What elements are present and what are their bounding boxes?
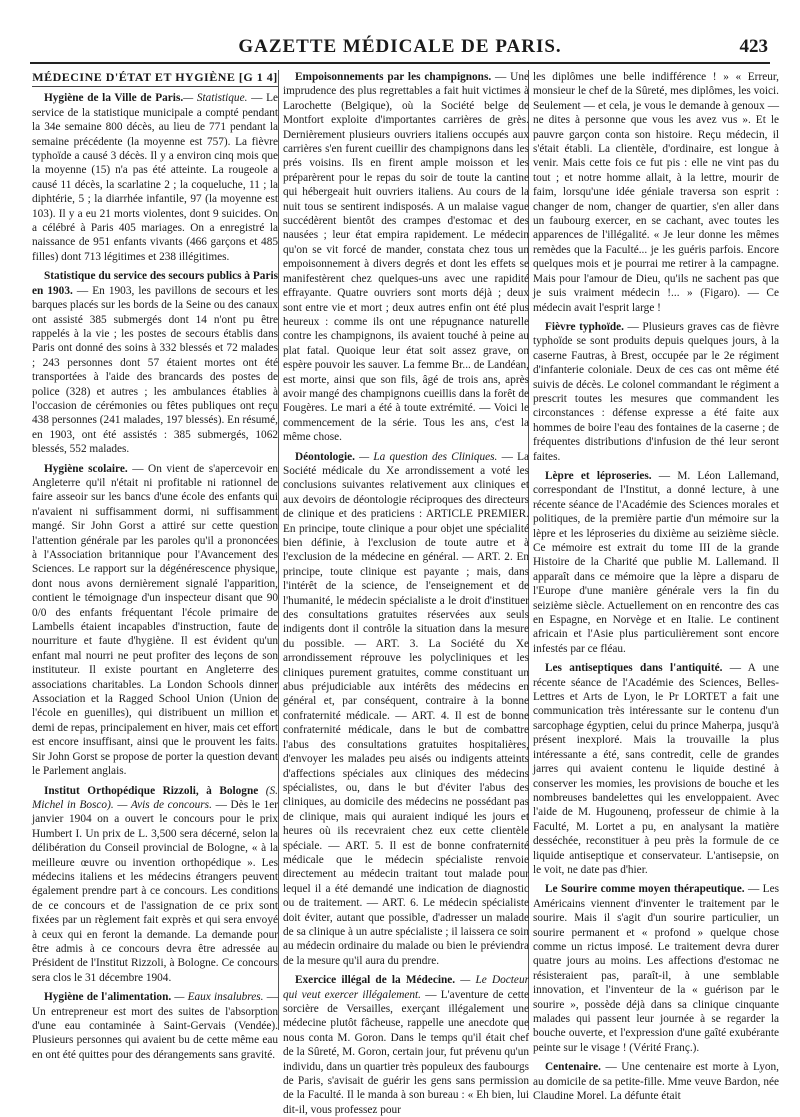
- article-body: — On vient de s'apercevoir en Angleterre qu'il n'était ni profitable ni rationnel de faire asseoir sur les bancs d'une école des enfants qui n'avaient ni suffisamment dormi, ni suffisamment mangé. Sir John Gorst a attiré sur cette question l'attention générale par les paroles qu'il a prononcées à l'Association britannique pour l'Avancement des Sciences. Le rapport sur la dégénérescence physique, dont nous avons dernièrement signalé l'apparition, contient le témoignage d'un inspecteur disant que 90 0/0 des enfants fréquentant l'école primaire de Lambells étaient incapables d'instruction, faute de nourriture et faute d'hygiène. Il est évident qu'un enfant mal nourri ne peut profiter des leçons de son instituteur. Il existe pourtant en Angleterre des associations charitables. La London Schools dinner Association et la Ragged School Union (Union de l'école en guenilles), qui distribuent un million et demi de repas, principalement en hiver, mais cet effort est encore insuffisant, ainsi que le prouvent les faits. Sir John Gorst se propose de porter la question devant le Parlement anglais.: [32, 462, 278, 778]
- column-1: [32, 70, 279, 1061]
- article: [32, 990, 278, 1062]
- journal-title: GAZETTE MÉDICALE DE PARIS.: [238, 36, 562, 57]
- article-body: — L'aventure de cette sorcière de Versailles, exerçant illégalement une médecine plutôt fâcheuse, rappelle une anecdote que nous conta M. Goron. Dans le temps qu'il était chef de la Sûreté, M. Goron, certain jour, fut prévenu qu'un individu, dans un quartier très populeux des faubourgs de Paris, s'avisait de guérir les gens sans permission de la Faculté. Il le manda à son bureau : « Eh bien, lui dit-il, vous professez pour: [283, 988, 529, 1116]
- article: [533, 469, 779, 656]
- article-body: — Une imprudence des plus regrettables a fait huit victimes à Larochette (Belgique), où la Société belge de Montfort exploite d'importantes carrières de grès. Dernièrement plusieurs ouvriers italiens occupés aux carrières s'en furent cueillir des champignons dans les prés voisins. Ils en firent ample moisson et les préparèrent pour le repas du soir de toute la cantine qui hébergeait huit ouvriers italiens. Au cours de la nuit tous se sentirent indisposés. A un malaise vague succédèrent bientôt des crampes d'estomac et des nausées ; leur état empira rapidement. Le médecin qu'on se vit forcé de mander, constata chez tous un empoisonnement à divers degrés et dont les effets se manifestèrent chez quelques-uns avec une rapidité effrayante. Quatre ouvriers sont morts déjà ; deux sont entre vie et mort ; deux autres enfin ont été plus heureux : comme ils ont une répugnance naturelle contre les champignons, ils avaient touché à peine au plat fatal. Quoique leur état soit assez grave, on espère pouvoir les sauver. La femme Br... de Landéan, est morte, ainsi que son fils, âgé de trois ans, après avoir mangé des champignons cueillis dans la forêt de Fougères. Le mari a été à toute extrémité. — Voici le commencement de la série. Tous les ans, c'est la même chose.: [283, 71, 529, 444]
- article-title: Empoisonnements par les champignons.: [295, 71, 492, 83]
- article: [32, 462, 278, 779]
- column-2: [283, 70, 529, 1116]
- article-continuation: les diplômes une belle indifférence ! » « Erreur, monsieur le chef de la Sûreté, mes diplômes, les voici. Seulement — et cela, je vous le demande à genoux — ne dites à personne que vous les avez vus ». Et le pauvre garçon conta son histoire. Reçu médecin, il s'était établi. La clientèle, d'ordinaire, est longue à venir. Mais cette fois ce fut pis : elle ne vint pas du tout ; et notre homme allait, à la lettre, mourir de faim, lorsqu'une idée géniale traversa son esprit : changer de nom, changer de quartier, s'en aller dans un faubourg exercer, en se cachant, avec toutes les apparences de l'illégalité. « Je leur donne les mêmes remèdes que la Faculté... je les guéris parfois. Encore quelques mois et je pourrai me retirer à la campagne. Mais pour l'amour de Dieu, qu'ils ne sachent pas que je suis vraiment médecin !... » (Figaro). — Ce médecin avait l'esprit large !: [533, 71, 779, 314]
- article: [32, 91, 278, 264]
- article-subtitle: — Le Docteur qui veut exercer illégalement.: [283, 974, 529, 1001]
- article-body: — Une centenaire est morte à Lyon, au domicile de sa petite-fille. Mme veuve Bardon, née Claudine Morel. La défunte était: [533, 1061, 779, 1103]
- article-title: Déontologie.: [295, 450, 355, 463]
- article-title: Fièvre typhoïde.: [545, 320, 624, 333]
- page-number: 423: [739, 36, 768, 57]
- article-body: — Les Américains viennent d'inventer le traitement par le sourire. Mais il s'agit d'un sourire particulier, un sourire permanent et « profond » quelque chose comme un rictus imposé. Le traitement devra durer quatre jours au moins. Les affections d'estomac ne résisteraient pas, paraît-il, à une semblable innovation, et l'inventeur de la « guérison par le sourire », possède déjà dans sa clinique cinquante malades qui passent leur journée à se regarder la bouche ouverte, et l'expression d'une gaîté exubérante peinte sur le visage ! (Vérité Franç.).: [533, 883, 779, 1054]
- article-body: — M. Léon Lallemand, correspondant de l'Institut, a donné lecture, à une récente séance de l'Académie des Sciences morales et politiques, de la première partie d'un mémoire sur la lèpre et les léproseries du dixième au seizième siècle. Ce mémoire est extrait du tome III de la grande Histoire de la Charité que publie M. Lallemand. Il apparaît dans ce mémoire que la lèpre a disparu de l'Europe d'une manière générale vers la fin du seizième siècle. Actuellement on en rencontre des cas en Espagne, en Norvège et en Italie. Le continent africain et l'Asie plus particulièrement sont encore infestés par ce fléau.: [533, 469, 779, 655]
- article-subtitle: — Statistique.: [183, 92, 248, 105]
- article-title: Le Sourire comme moyen thérapeutique.: [545, 883, 745, 896]
- article: [283, 70, 529, 445]
- article-body: — La Société médicale du Xe arrondissement a voté les conclusions suivantes relativement aux cliniques et aux devoirs de déontologie réciproques des directeurs de clinique et des praticiens : ARTICLE PREMIER. En principe, toute clinique a pour objet une spécialité bien définie, à l'exclusion de toute autre et à l'exclusion de la médecine en général. — ART. 2. En principe, toute clinique est payante ; mais, dans l'intérêt de la science, de l'enseignement et de l'humanité, le médecin spécialiste a le droit d'instituer des consultations gratuites réservées aux seuls indigents dont il contrôle la situation dans la mesure du possible. — ART. 3. La Société du Xe arrondissement réprouve les polycliniques et les cliniques purement gratuites, comme constituant un abus préjudiciable aux intérêts des médecins en général et, par conséquent, contraire à la bonne confraternité médicale. — ART. 4. Il est de bonne confraternité médicale, dans le but de combattre l'abus des consultations gratuites hospitalières, d'envoyer les malades peu aisés ou indigents atteints d'affections spéciales aux cliniques des médecins spécialistes, ou, dans le but d'éviter l'abus des cliniques, au domicile des médecins ne possédant pas de clinique, mais qui auraient indiqué les jours et heures où ils recevraient chez eux cette clientèle spéciale. — ART. 5. Il est de bonne confraternité médicale que le médecin spécialiste renvoie directement au médecin traitant tout malade pour lequel il a été demandé une indication de diagnostic ou de traitement. — ART. 6. Le médecin spécialiste doit éviter, autant que possible, d'adresser un malade de sa clinique à un autre spécialiste ; il laissera ce soin au médecin ordinaire du malade ou bien le préviendra de la mesure qu'il aura du prendre.: [283, 450, 529, 967]
- article: [533, 661, 779, 877]
- section-heading: MÉDECINE D'ÉTAT ET HYGIÈNE [G 1 4]: [32, 70, 278, 87]
- article-title: Hygiène de l'alimentation.: [44, 991, 172, 1004]
- article-title: Hygiène de la Ville de Paris.: [44, 92, 184, 105]
- article: [32, 269, 278, 456]
- article: [283, 973, 529, 1117]
- article-body: — En 1903, les pavillons de secours et les barques placés sur les bords de la Seine ou des canaux ont assisté 385 submergés dont 14 n'ont pu être rappelés à la vie ; les postes de secours établis dans Paris ont donné des soins à 332 blessés et 72 malades ; 243 personnes dont 57 étaient mortes ont été transportées à l'aide des brancards des postes de police (328) et autres ; les ambulances établies à l'occasion de cérémonies ou fêtes publiques ont reçu 438 personnes (241 malades, 197 blessés). En résumé, en 1903, ont été assistés : 385 submergés, 1062 blessés, 552 malades.: [32, 284, 278, 456]
- article: [32, 784, 278, 986]
- article-body: — Un entrepreneur est mort des suites de l'absorption d'une eau contaminée à Saint-Gervais (Vendée). Plusieurs personnes qui avaient bu de cette même eau en ont été quittes pour des dérangements sans gravité.: [32, 991, 278, 1061]
- column-divider: [278, 70, 279, 1030]
- article-title: Statistique du service des secours publics à Paris en 1903.: [32, 270, 278, 297]
- article-body: — Dès le 1er janvier 1904 on a ouvert le concours pour le prix Humbert I. Un prix de L. 3,500 sera décerné, selon la délibération du Conseil provincial de Bologne, « à la meilleure œuvre ou invention orthopédique ». Les médecins italiens et les médecins étrangers peuvent également prendre part à ce concours. Les conditions de ce concours et de l'assignation de ce prix sont fixées par un règlement fait exprès et qui sera envoyé à ceux qui en feront la demande. La demande pour être admis à ce concours devra être adressée au Président de l'Institut Rizzoli, à Bologne. Ce concours sera clos le 31 décembre 1904.: [32, 798, 279, 984]
- article-title: Hygiène scolaire.: [44, 462, 128, 475]
- article-subtitle: (S. Michel in Bosco). — Avis de concours.: [32, 784, 278, 811]
- article-body: — Le service de la statistique municipale a compté pendant la 34e semaine 800 décès, au lieu de 771 pendant la semaine précédente (la moyenne est 757). La fièvre typhoïde a causé 3 décès. Il y a environ cinq mois que la moyenne (15) n'a pas été atteinte. La rougeole a causé 11 décès, la scarlatine 2 ; la coqueluche, 11 ; la diphtérie, 5 ; la diarrhée infantile, 97 (la moyenne est 103). Il y a eu 21 morts violentes, dont 9 suicides. On a célébré à Paris 405 mariages. On a enregistré la naissance de 951 enfants vivants (466 garçons et 485 filles) dont 713 légitimes et 238 illégitimes.: [32, 92, 278, 263]
- article: [533, 320, 779, 464]
- article-title: Centenaire.: [545, 1061, 601, 1074]
- article-title: Exercice illégal de la Médecine.: [295, 974, 456, 987]
- article: [533, 1060, 779, 1103]
- page-header: [30, 32, 770, 64]
- article-body: — Plusieurs graves cas de fièvre typhoïde se sont produits depuis quelques jours, à la caserne Fautras, à Brest, occupée par le 2e régiment d'infanterie coloniale. Deux de ces cas ont même été suivis de décès. Le colonel commandant le régiment a prescrit toutes les mesures que commandent les circonstances : défense expresse a été faite aux hommes de boire l'eau des fontaines de la caserne ; de fréquentes distributions d'infusion de thé leur seront faites.: [533, 320, 780, 463]
- article: [533, 882, 779, 1055]
- article-subtitle: — Eaux insalubres.: [171, 991, 264, 1004]
- article-title: Institut Orthopédique Rizzoli, à Bologne: [44, 784, 259, 797]
- article-body: — A une récente séance de l'Académie des Sciences, Belles-Lettres et Arts de Lyon, le Pr LORTET a fait une communication très intéressante sur le contenu d'un sarcophage égyptien, celui du prince Maherpa, jusqu'à présent inexploré. Mais la trouvaille la plus intéressante a été, sans contredit, celle de grandes jarres qui avaient contenu le liquide destiné à conserver les momies, les provisions de bouche et les nombreuses bandelettes qui les enveloppaient. Avec l'aide de M. Hugounenq, professeur de chimie à la Faculté, M. Lortet a pu, en analysant la matière desséchée, reconstituer à peu près la formule de ce liquide antiseptique et conservateur. L'antisepsie, on le voit, ne date pas d'hier.: [533, 662, 779, 876]
- column-3: [533, 70, 780, 1103]
- article-title: Les antiseptiques dans l'antiquité.: [545, 662, 723, 675]
- article-title: Lèpre et léproseries.: [545, 469, 652, 482]
- article: [283, 450, 529, 969]
- article-subtitle: — La question des Cliniques.: [354, 450, 498, 463]
